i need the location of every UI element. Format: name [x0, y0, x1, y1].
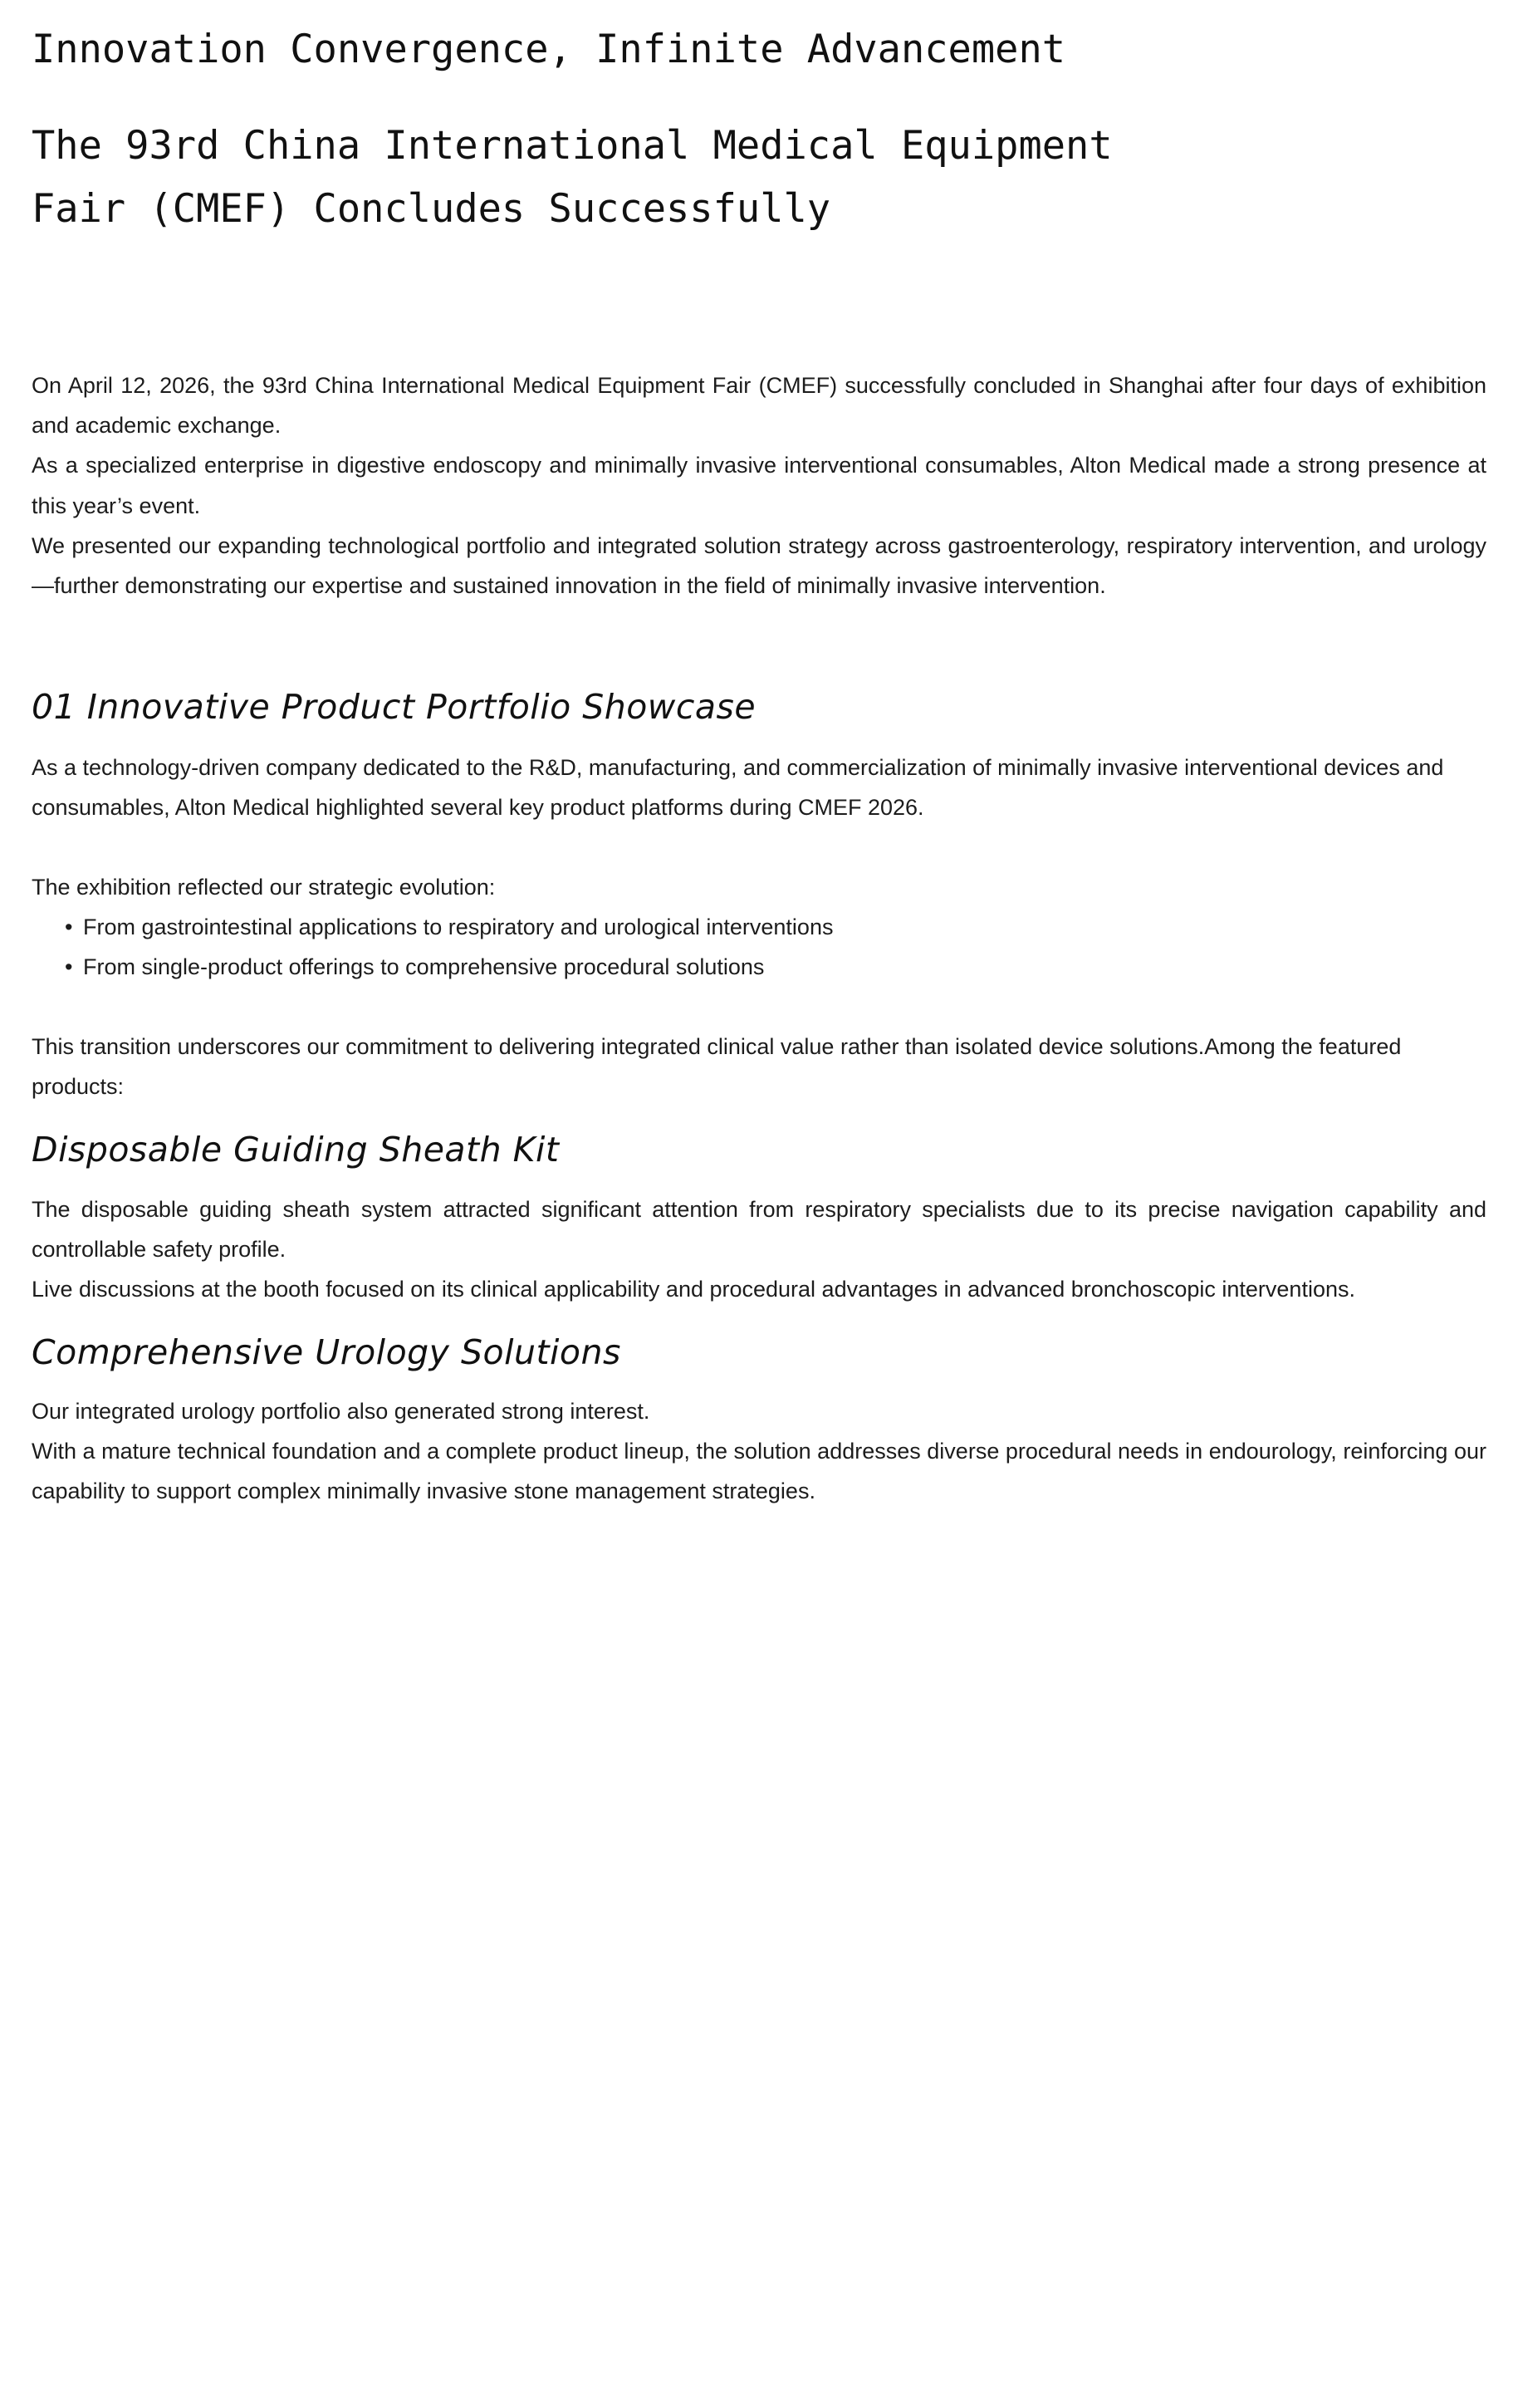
- list-item: • From gastrointestinal applications to respiratory and urological interventions: [65, 907, 1486, 947]
- section-urology-solutions: [32, 1331, 1486, 1511]
- intro-block: [32, 365, 1486, 605]
- section-product-portfolio: [32, 685, 1486, 1107]
- section-01-paragraph-1: As a technology-driven company dedicated to the R&D, manufacturing, and commercialization of minimally invasive interventional devices and consumables, Alton Medical highlighted several key product platforms during CMEF 2026.: [32, 754, 1444, 820]
- urology-paragraph-2: With a mature technical foundation and a complete product lineup, the solution addresses diverse procedural needs in endourology, reinforcing our capability to support complex minimally invasive stone management strategies.: [32, 1439, 1486, 1504]
- list-item: • From single-product offerings to comprehensive procedural solutions: [65, 947, 1486, 987]
- section-spacer-1: [32, 606, 1486, 685]
- urology-paragraph-1: Our integrated urology portfolio also generated strong interest.: [32, 1399, 650, 1425]
- sheath-kit-paragraph-2: Live discussions at the booth focused on its clinical applicability and procedural advantages in advanced bronchoscopic interventions.: [32, 1276, 1355, 1302]
- paragraph-spacer-2: [32, 987, 1486, 1027]
- intro-paragraph-1: On April 12, 2026, the 93rd China International Medical Equipment Fair (CMEF) successfully concluded in Shanghai after four days of exhibition and academic exchange.: [32, 373, 1486, 439]
- paragraph-spacer-1: [32, 827, 1486, 867]
- sub-heading-sheath-kit: Disposable Guiding Sheath Kit: [32, 1130, 560, 1170]
- section-guiding-sheath-kit: [32, 1128, 1486, 1308]
- article-title: [32, 18, 1486, 241]
- title-spacer: [32, 81, 1486, 115]
- title-line-1: Innovation Convergence, Infinite Advancement: [32, 27, 1066, 72]
- section-01-lead-in: The exhibition reflected our strategic evolution:: [32, 875, 496, 900]
- section-01-bullet-list: [32, 907, 1486, 987]
- section-spacer-2: [32, 1106, 1486, 1128]
- intro-paragraph-2: As a specialized enterprise in digestive endoscopy and minimally invasive interventional consumables, Alton Medical made a strong presence at this year’s event.: [32, 453, 1486, 518]
- section-01-closing: This transition underscores our commitment to delivering integrated clinical value rather than isolated device solutions.Among the featured products:: [32, 1034, 1402, 1100]
- title-line-2: The 93rd China International Medical Equipment: [32, 123, 1113, 169]
- title-line-3: Fair (CMEF) Concludes Successfully: [32, 186, 831, 233]
- sub-heading-urology: Comprehensive Urology Solutions: [32, 1332, 621, 1372]
- section-spacer-3: [32, 1309, 1486, 1331]
- section-heading-01: 01 Innovative Product Portfolio Showcase: [32, 686, 757, 727]
- intro-paragraph-3: We presented our expanding technological portfolio and integrated solution strategy across gastroenterology, respiratory intervention, and urology—further demonstrating our expertise and sustained innovation in the field of minimally invasive intervention.: [32, 532, 1486, 598]
- sheath-kit-paragraph-1: The disposable guiding sheath system attracted significant attention from respiratory specialists due to its precise navigation capability and controllable safety profile.: [32, 1196, 1486, 1262]
